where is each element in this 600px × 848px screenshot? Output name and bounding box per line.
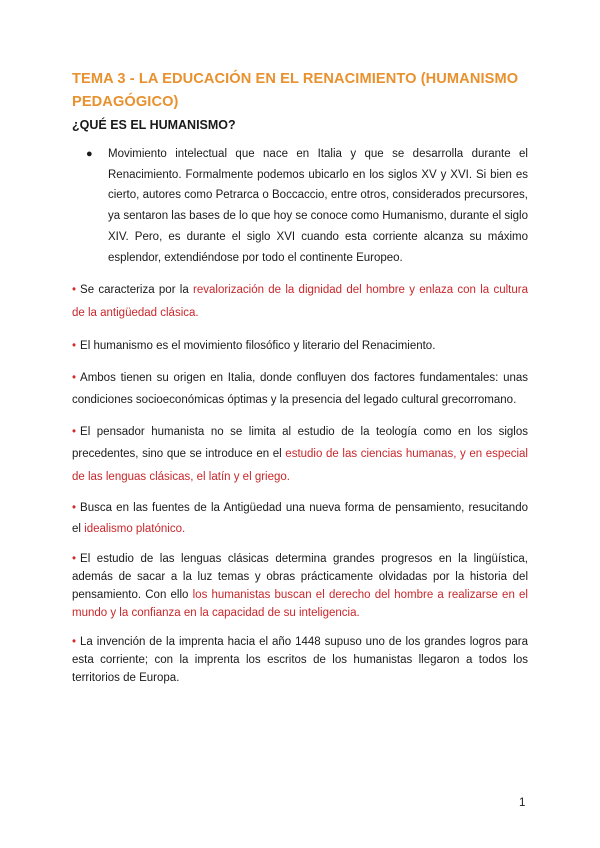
highlighted-text: idealismo platónico.	[84, 522, 186, 535]
list-item-text: Movimiento intelectual que nace en Italia y que se desarrolla durante el Renacimiento. Formalmente podemos ubicarlo en los siglos XV y XVI. Si bien es cierto, autores como Petrarca o Boccaccio, entre otros, considerados precursores, ya sentaron las bases de lo que hoy se conoce como Humanismo, durante el siglo XIV. Pero, es durante el siglo XVI cuando esta corriente alcanza su máximo esplendor, extendiéndose por todo el continente Europeo.	[108, 148, 528, 264]
highlighted-text: estudio de las ciencias humanas, y en especial de las lenguas clásicas, el latín y el griego.	[72, 448, 528, 483]
paragraph-4	[72, 421, 528, 489]
bullet-icon: •	[72, 502, 77, 515]
paragraph-1	[72, 279, 528, 324]
paragraph-text: Busca en las fuentes de la Antigüedad una nueva forma de pensamiento, resucitando el	[72, 502, 528, 535]
paragraph-text: Ambos tienen su origen en Italia, donde confluyen dos factores fundamentales: unas condiciones socioeconómicas óptimas y la presencia del legado cultural grecorromano.	[72, 371, 528, 407]
document-page	[72, 68, 528, 687]
list-item	[86, 144, 528, 268]
paragraph-text: El humanismo es el movimiento filosófico y literario del Renacimiento.	[80, 340, 436, 353]
bullet-icon: ●	[86, 148, 93, 160]
paragraph-6	[72, 550, 528, 622]
page-number: 1	[519, 797, 526, 809]
paragraph-2	[72, 335, 528, 358]
bullet-list	[72, 144, 528, 268]
paragraph-text: El estudio de las lenguas clásicas determina grandes progresos en la lingüística, además de sacar a la luz temas y obras prácticamente olvidadas por la historia del pensamiento. Con ello	[72, 553, 528, 602]
highlighted-text: los humanistas buscan el derecho del hombre a realizarse en el mundo y la confianza en la capacidad de su inteligencia.	[72, 589, 528, 620]
bullet-icon: •	[72, 636, 77, 649]
bullet-icon: •	[72, 284, 77, 297]
highlighted-text: revalorización de la dignidad del hombre y enlaza con la cultura de la antigüedad clásica.	[72, 284, 528, 319]
paragraph-text: Se caracteriza por la	[80, 284, 194, 297]
paragraph-7	[72, 633, 528, 687]
paragraph-text: El pensador humanista no se limita al estudio de la teología como en los siglos precedentes, sino que se introduce en el	[72, 425, 528, 461]
document-title: TEMA 3 - LA EDUCACIÓN EN EL RENACIMIENTO (HUMANISMO PEDAGÓGICO)	[72, 71, 519, 110]
section-heading: ¿QUÉ ES EL HUMANISMO?	[72, 118, 236, 132]
bullet-icon: •	[72, 371, 77, 384]
paragraph-5	[72, 498, 528, 539]
paragraph-text: La invención de la imprenta hacia el año 1448 supuso uno de los grandes logros para esta corriente; con la imprenta los escritos de los humanistas llegaron a todos los territorios de Europa.	[72, 636, 528, 685]
bullet-icon: •	[72, 553, 77, 566]
bullet-icon: •	[72, 425, 77, 438]
paragraph-3	[72, 367, 528, 412]
bullet-icon: •	[72, 340, 77, 353]
